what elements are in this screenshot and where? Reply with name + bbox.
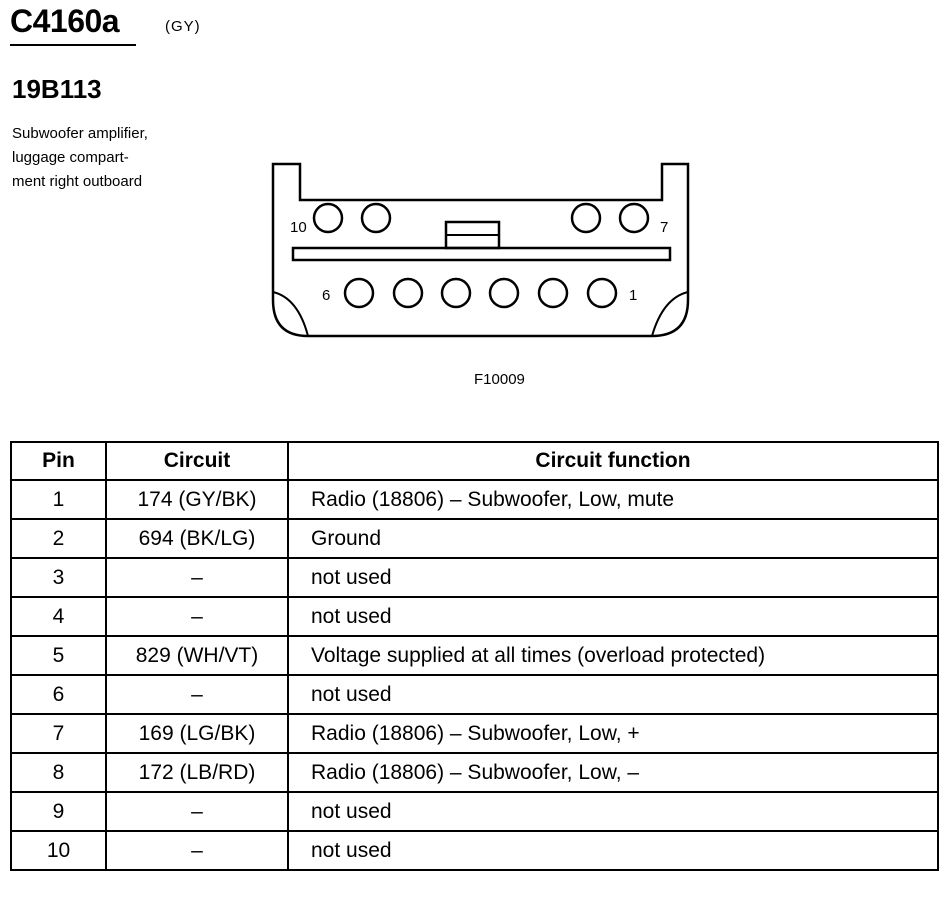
table-row [11, 597, 938, 636]
table-row [11, 558, 938, 597]
figure-code: F10009 [474, 371, 525, 388]
circuit-cell: 829 (WH/VT) [106, 636, 288, 675]
function-cell: Radio (18806) – Subwoofer, Low, mute [288, 480, 938, 519]
table-row [11, 519, 938, 558]
header-circuit: Circuit [106, 442, 288, 480]
pin-cell: 9 [11, 792, 106, 831]
circuit-cell: 694 (BK/LG) [106, 519, 288, 558]
pin-table [10, 441, 939, 871]
header-pin: Pin [11, 442, 106, 480]
table-row [11, 753, 938, 792]
pin-3 [490, 279, 518, 307]
function-cell: Voltage supplied at all times (overload protected) [288, 636, 938, 675]
pin-6 [345, 279, 373, 307]
housing-right-contour [652, 292, 688, 336]
pin-cell: 8 [11, 753, 106, 792]
pin-cell: 7 [11, 714, 106, 753]
circuit-cell: – [106, 558, 288, 597]
pin-label-1: 1 [629, 287, 638, 304]
table-row [11, 480, 938, 519]
pin-1 [588, 279, 616, 307]
description-line: luggage compart- [12, 149, 129, 166]
component-description [12, 122, 148, 194]
connector-id: C4160a [10, 3, 120, 39]
connector-face-diagram [260, 150, 700, 350]
connector-color: (GY) [165, 18, 201, 35]
pin-5 [394, 279, 422, 307]
pin-cell: 5 [11, 636, 106, 675]
circuit-cell: – [106, 675, 288, 714]
function-cell: not used [288, 597, 938, 636]
table-row [11, 792, 938, 831]
table-row [11, 714, 938, 753]
pin-8 [572, 204, 600, 232]
table-row [11, 675, 938, 714]
function-cell: not used [288, 675, 938, 714]
pin-cell: 4 [11, 597, 106, 636]
pin-4 [442, 279, 470, 307]
pin-label-6: 6 [322, 287, 331, 304]
function-cell: Ground [288, 519, 938, 558]
circuit-cell: 174 (GY/BK) [106, 480, 288, 519]
part-number: 19B113 [12, 74, 102, 104]
circuit-cell: – [106, 831, 288, 870]
title-underline [10, 44, 136, 46]
pin-10 [314, 204, 342, 232]
table-row [11, 636, 938, 675]
table-header-row [11, 442, 938, 480]
circuit-cell: 172 (LB/RD) [106, 753, 288, 792]
pin-cell: 2 [11, 519, 106, 558]
description-line: ment right outboard [12, 173, 143, 190]
pin-label-10: 10 [290, 219, 307, 236]
pin-label-7: 7 [660, 219, 669, 236]
function-cell: Radio (18806) – Subwoofer, Low, + [288, 714, 938, 753]
function-cell: not used [288, 792, 938, 831]
pin-7 [620, 204, 648, 232]
connector-housing-outline [273, 164, 688, 336]
function-cell: not used [288, 831, 938, 870]
function-cell: not used [288, 558, 938, 597]
pin-cell: 10 [11, 831, 106, 870]
header-circuit-function: Circuit function [288, 442, 938, 480]
circuit-cell: – [106, 597, 288, 636]
pin-cell: 1 [11, 480, 106, 519]
pin-cell: 3 [11, 558, 106, 597]
pin-2 [539, 279, 567, 307]
divider-bar [293, 248, 670, 260]
description-line: Subwoofer amplifier, [12, 125, 148, 142]
circuit-cell: 169 (LG/BK) [106, 714, 288, 753]
table-row [11, 831, 938, 870]
pin-9 [362, 204, 390, 232]
circuit-cell: – [106, 792, 288, 831]
function-cell: Radio (18806) – Subwoofer, Low, – [288, 753, 938, 792]
housing-left-contour [273, 292, 308, 336]
pin-cell: 6 [11, 675, 106, 714]
